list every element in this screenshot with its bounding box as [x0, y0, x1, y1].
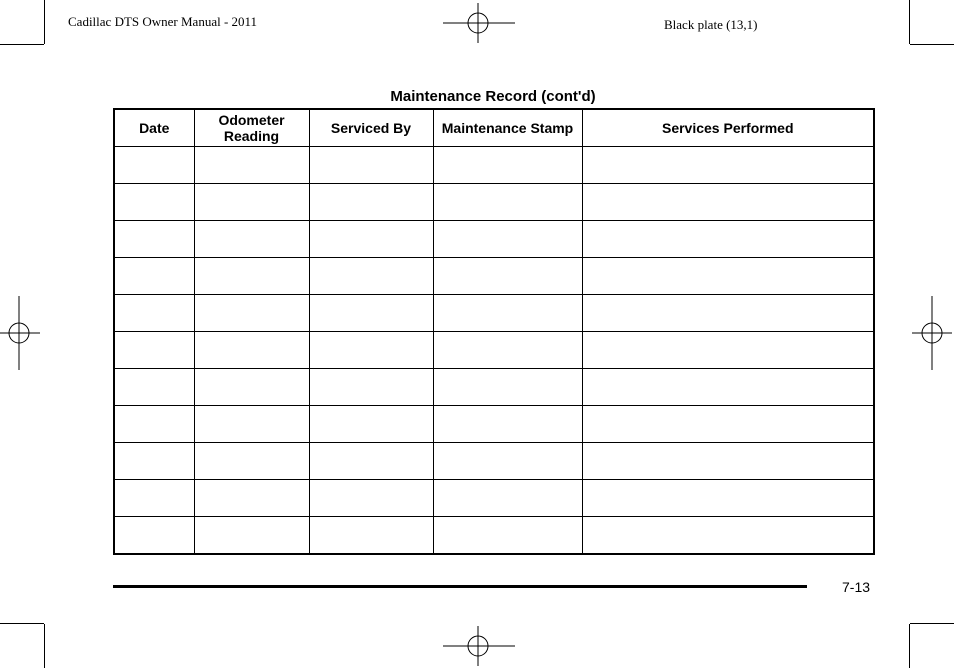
table-cell: [433, 480, 582, 517]
manual-title: Cadillac DTS Owner Manual - 2011: [68, 14, 258, 29]
record-title: Maintenance Record (cont'd): [390, 88, 596, 105]
table-cell: [582, 443, 874, 480]
table-cell: [433, 221, 582, 258]
registration-mark-bottom-icon: [443, 626, 515, 666]
table-cell: [114, 258, 194, 295]
table-cell: [582, 517, 874, 555]
table-cell: [582, 147, 874, 184]
table-row: [114, 295, 874, 332]
table-cell: [309, 517, 433, 555]
registration-mark-top-icon: [443, 3, 515, 43]
table-cell: [114, 295, 194, 332]
registration-mark-right-icon: [912, 296, 952, 370]
registration-mark-left-icon: [0, 296, 40, 370]
table-cell: [309, 369, 433, 406]
table-cell: [582, 406, 874, 443]
table-cell: [433, 258, 582, 295]
crop-mark: [909, 0, 910, 44]
table-cell: [582, 295, 874, 332]
table-row: [114, 480, 874, 517]
table-cell: [114, 221, 194, 258]
crop-mark: [910, 623, 954, 624]
table-cell: [582, 221, 874, 258]
table-cell: [433, 147, 582, 184]
table-row: [114, 517, 874, 555]
table-cell: [433, 517, 582, 555]
table-cell: [433, 443, 582, 480]
table-cell: [194, 443, 309, 480]
table-row: [114, 147, 874, 184]
table-cell: [194, 517, 309, 555]
table-row: [114, 184, 874, 221]
table-cell: [194, 369, 309, 406]
table-cell: [309, 184, 433, 221]
table-cell: [433, 369, 582, 406]
column-header-maintenance-stamp: Maintenance Stamp: [433, 109, 582, 147]
table-cell: [309, 443, 433, 480]
table-cell: [582, 184, 874, 221]
table-cell: [309, 406, 433, 443]
table-cell: [194, 480, 309, 517]
table-cell: [433, 332, 582, 369]
column-header-serviced-by: Serviced By: [309, 109, 433, 147]
table-cell: [194, 258, 309, 295]
table-cell: [433, 295, 582, 332]
table-cell: [194, 147, 309, 184]
crop-mark: [910, 44, 954, 45]
table-cell: [582, 480, 874, 517]
table-cell: [433, 406, 582, 443]
table-cell: [582, 332, 874, 369]
table-cell: [309, 480, 433, 517]
table-cell: [582, 258, 874, 295]
table-cell: [114, 517, 194, 555]
plate-label: Black plate (13,1): [664, 17, 758, 32]
table-cell: [309, 332, 433, 369]
table-cell: [433, 184, 582, 221]
table-cell: [309, 147, 433, 184]
table-cell: [194, 221, 309, 258]
footer-rule: [113, 585, 807, 588]
table-row: [114, 406, 874, 443]
table-row: [114, 221, 874, 258]
table-cell: [582, 369, 874, 406]
table-cell: [114, 480, 194, 517]
column-header-services-performed: Services Performed: [582, 109, 874, 147]
crop-mark: [44, 0, 45, 44]
table-cell: [309, 258, 433, 295]
table-cell: [194, 332, 309, 369]
crop-mark: [0, 623, 44, 624]
table-row: [114, 443, 874, 480]
table-row: [114, 258, 874, 295]
table-cell: [114, 443, 194, 480]
table-cell: [194, 184, 309, 221]
table-body: [114, 147, 874, 555]
column-header-odometer: [194, 109, 309, 147]
crop-mark: [0, 44, 44, 45]
odometer-header-text: Odometer Reading: [218, 112, 285, 144]
maintenance-record-table: [113, 108, 875, 555]
column-header-date: Date: [114, 109, 194, 147]
page-number: 7-13: [842, 579, 871, 595]
crop-mark: [44, 624, 45, 668]
table-cell: [194, 406, 309, 443]
table-cell: [309, 295, 433, 332]
table-cell: [114, 406, 194, 443]
table-cell: [114, 147, 194, 184]
table-row: [114, 369, 874, 406]
table-header-row: [114, 109, 874, 147]
table-cell: [114, 369, 194, 406]
crop-mark: [909, 624, 910, 668]
table-row: [114, 332, 874, 369]
table-cell: [114, 332, 194, 369]
table-cell: [114, 184, 194, 221]
table-cell: [309, 221, 433, 258]
table-cell: [194, 295, 309, 332]
